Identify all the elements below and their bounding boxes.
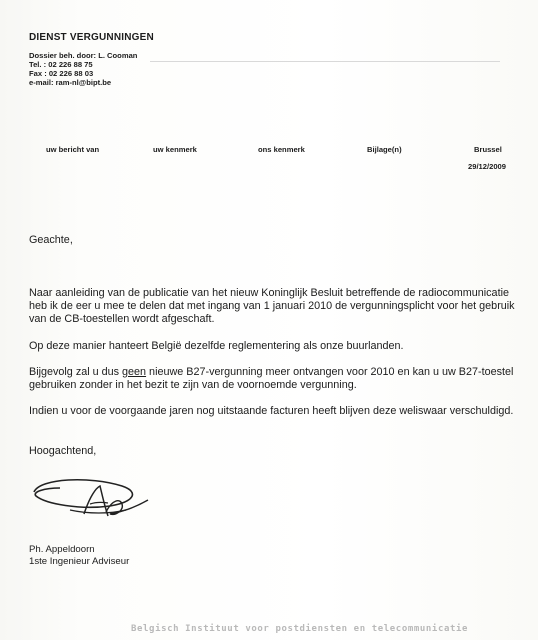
underlined-word: geen (122, 366, 147, 378)
handwritten-signature (30, 470, 160, 530)
paragraph-1-line-3: van de CB-toestellen wordt afgeschaft. (29, 313, 215, 325)
email-address: e-mail: ram-nl@bipt.be (29, 78, 112, 87)
dossier-handler: Dossier beh. door: L. Cooman (29, 51, 138, 60)
paragraph-3-start: Bijgevolg zal u dus (29, 366, 123, 378)
paragraph-1-line-2: heb ik de eer u mee te delen dat met ingang van 1 januari 2010 de vergunningsplicht voor het gebruik (29, 300, 515, 312)
header-rule (150, 61, 500, 62)
signatory-name: Ph. Appeldoorn (29, 544, 95, 555)
footer-institute: Belgisch Instituut voor postdiensten en telecommunicatie (131, 624, 469, 634)
paragraph-4: Indien u voor de voorgaande jaren nog uitstaande facturen heeft blijven deze weliswaar verschuldigd. (29, 405, 514, 417)
phone-number: Tel. : 02 226 88 75 (29, 60, 93, 69)
signatory-title: 1ste Ingenieur Adviseur (29, 556, 130, 567)
paragraph-2: Op deze manier hanteert België dezelfde reglementering als onze buurlanden. (29, 340, 404, 352)
letter-date: 29/12/2009 (468, 162, 507, 171)
fax-number: Fax : 02 226 88 03 (29, 69, 94, 78)
salutation: Geachte, (29, 234, 73, 246)
paragraph-3-line-2: gebruiken zonder in het bezit te zijn van de voornoemde vergunning. (29, 379, 357, 391)
paragraph-3-end: nieuwe B27-vergunning meer ontvangen voor 2010 en kan u uw B27-toestel (146, 366, 514, 378)
closing: Hoogachtend, (29, 445, 97, 457)
ref-our-reference: ons kenmerk (258, 145, 305, 154)
ref-attachments: Bijlage(n) (367, 145, 402, 154)
ref-your-reference: uw kenmerk (153, 145, 197, 154)
paragraph-1-line-1: Naar aanleiding van de publicatie van het nieuw Koninglijk Besluit betreffende de radiocommunicatie (29, 287, 509, 299)
ref-your-message: uw bericht van (46, 145, 100, 154)
paragraph-3-line-1 (29, 366, 513, 379)
department-title: DIENST VERGUNNINGEN (29, 32, 154, 43)
ref-place: Brussel (474, 145, 502, 154)
